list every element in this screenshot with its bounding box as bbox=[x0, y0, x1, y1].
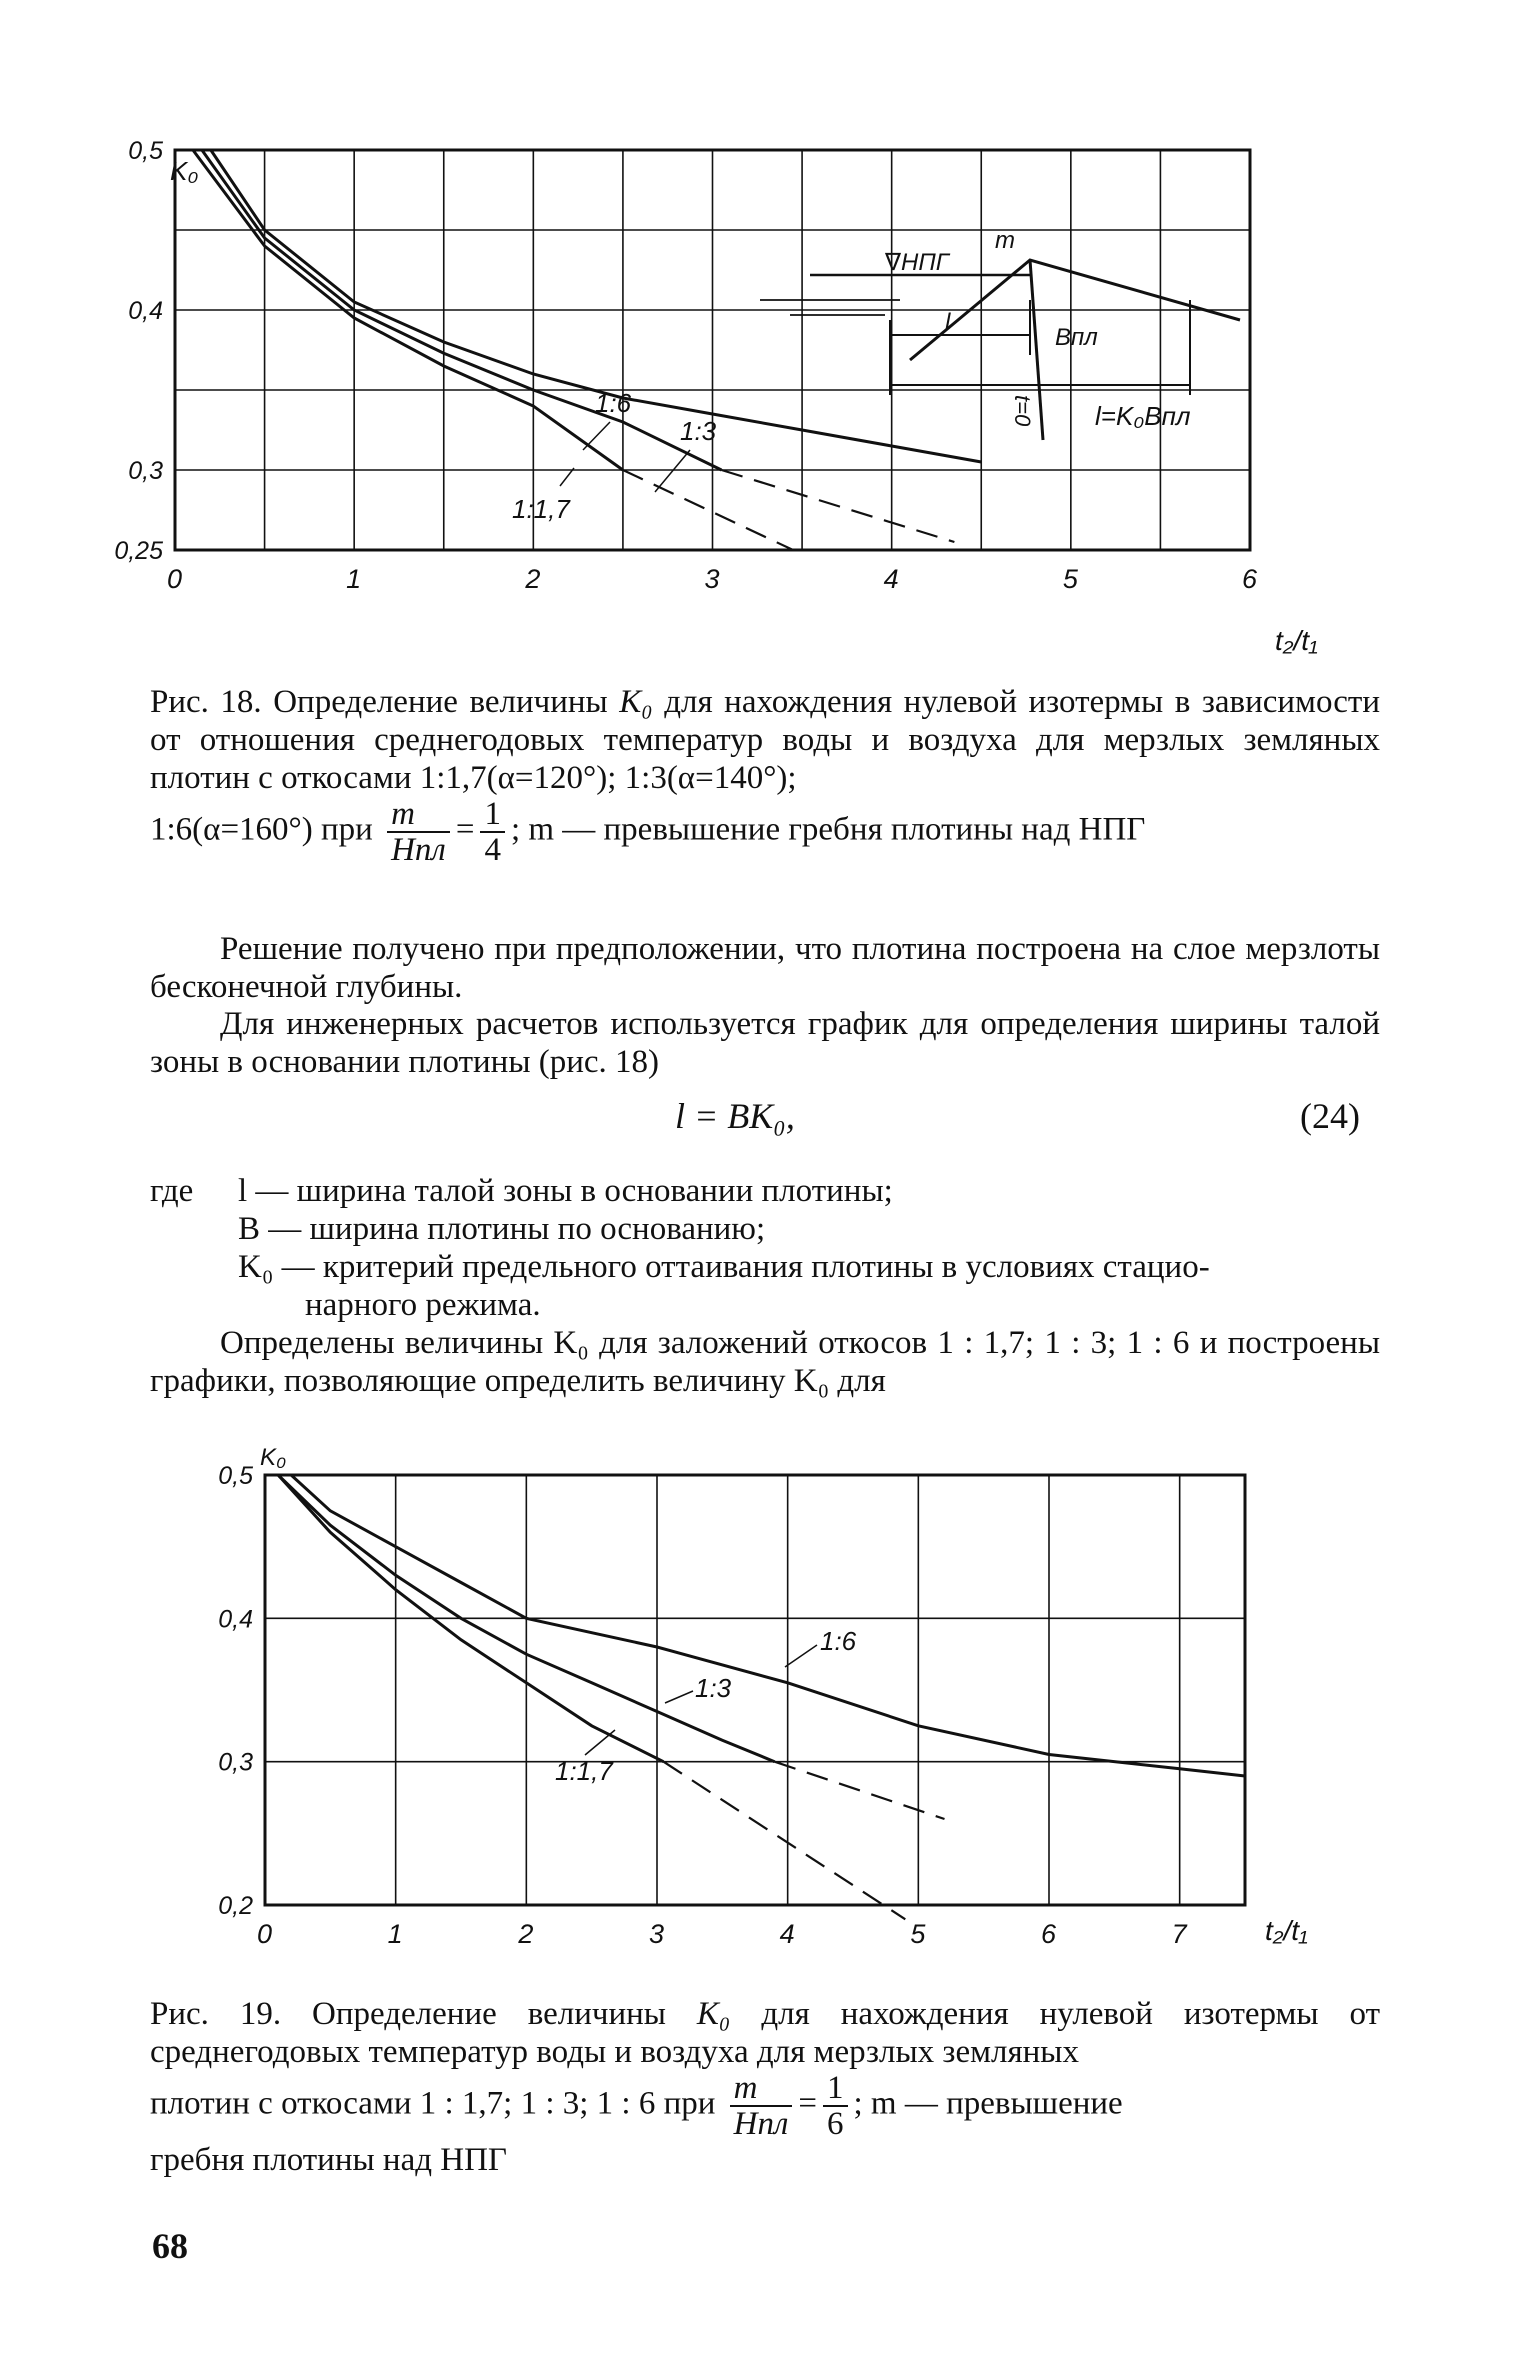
inset-b-label: Bпл bbox=[1055, 324, 1098, 351]
inset-t0-label: t=0 bbox=[1010, 395, 1035, 427]
curve19-label-1-1-7: 1:1,7 bbox=[555, 1756, 613, 1786]
figure-19-caption: Рис. 19. Определение величины K₀ для нахождения нулевой изотермы от среднегодовых температур воды и воздуха для мерзлых земляных плотин с откосами 1 : 1,7; 1 : 3; 1 : 6 при $\frac{m}{\text{Hпл}}$ = $\frac{1}{6}$ ; m — превышение гребня плотины над НПГ bbox=[150, 1996, 1381, 2178]
curve-label-1-6: 1:6 bbox=[595, 388, 632, 418]
figure-18-y-axis-label: K₀ bbox=[170, 156, 199, 186]
curve-label-1-1-7: 1:1,7 bbox=[512, 494, 570, 524]
fraction19-m-over-h: $\frac{m}{\text{Hпл}}$ bbox=[730, 2071, 793, 2141]
fig19-y-tick-label: 0,5 bbox=[218, 1462, 253, 1490]
fig19-x-tick-label: 6 bbox=[1041, 1919, 1057, 1949]
fig18-series-1-dashed bbox=[722, 470, 955, 542]
fig19-series-2-dashed bbox=[664, 1762, 906, 1920]
inset-formula: l=K₀Bпл bbox=[1095, 401, 1191, 431]
figure-18-x-axis-label: t₂/t₁ bbox=[1275, 625, 1318, 656]
curve19-label-1-3: 1:3 bbox=[695, 1673, 732, 1703]
formula-24: l = BK₀, bbox=[675, 1096, 795, 1136]
fig18-x-tick-label: 2 bbox=[525, 564, 541, 594]
figure-19-x-axis-label: t₂/t₁ bbox=[1265, 1915, 1308, 1946]
dam-cross-section-inset bbox=[760, 227, 1240, 440]
fig18-x-tick-label: 1 bbox=[346, 564, 362, 594]
formula-number: (24) bbox=[1300, 1096, 1360, 1136]
fig19-x-tick-label: 0 bbox=[257, 1919, 273, 1949]
figure-18-curves bbox=[193, 150, 981, 550]
curve19-label-1-6: 1:6 bbox=[820, 1626, 857, 1656]
fig18-x-tick-label: 5 bbox=[1062, 564, 1078, 594]
fig19-x-tick-label: 5 bbox=[910, 1919, 926, 1949]
fig18-y-tick-label: 0,5 bbox=[128, 137, 163, 165]
fig18-x-tick-label: 4 bbox=[883, 564, 899, 594]
figure-19-chart bbox=[205, 1435, 1355, 1975]
fig19-x-tick-label: 2 bbox=[518, 1919, 534, 1949]
figure-19-tick-labels bbox=[218, 1462, 1187, 1949]
fig19-series-0-solid bbox=[291, 1475, 1245, 1776]
fig18-x-tick-label: 0 bbox=[167, 564, 183, 594]
figure-18-tick-labels bbox=[114, 137, 1258, 594]
definition-k0: K₀ — критерий предельного оттаивания плотины в условиях стацио- bbox=[238, 1249, 1210, 1285]
figure-19-grid bbox=[265, 1475, 1245, 1905]
definition-k0-cont: нарного режима. bbox=[305, 1287, 541, 1323]
fig19-x-tick-label: 7 bbox=[1171, 1919, 1187, 1949]
page-number: 68 bbox=[152, 2226, 188, 2266]
fig18-x-tick-label: 6 bbox=[1242, 564, 1258, 594]
fig19-x-tick-label: 1 bbox=[387, 1919, 403, 1949]
paragraph-determined: Определены величины K₀ для заложений откосов 1 : 1,7; 1 : 3; 1 : 6 и построены графики, позволяющие определить величину K₀ для bbox=[150, 1325, 1380, 1399]
fraction-m-over-h: $\frac{m}{\text{Hпл}}$ bbox=[387, 797, 450, 867]
figure-19-curves bbox=[278, 1475, 1245, 1919]
figure-18-caption: Рис. 18. Определение величины K₀ для нахождения нулевой изотермы в зависимости от отношения среднегодовых температур воды и воздуха для мерзлых земляных плотин с откосами 1:1,7(α=120°); 1:3(α=140°); 1:6(α=160°) при $\frac{m}{\text{Hпл}}$ = $\frac{1}{4}$ ; m — превышение гребня плотины над НПГ bbox=[150, 684, 1380, 868]
fig19-y-tick-label: 0,2 bbox=[218, 1892, 253, 1920]
fig18-x-tick-label: 3 bbox=[704, 564, 720, 594]
paragraph-engineering: Для инженерных расчетов используется график для определения ширины талой зоны в основании плотины (рис. 18) bbox=[150, 1006, 1380, 1080]
inset-npg-label: ∇НПГ bbox=[885, 249, 949, 276]
inset-m-label: m bbox=[995, 227, 1015, 254]
fig19-y-tick-label: 0,4 bbox=[218, 1605, 253, 1634]
paragraph-solution: Решение получено при предположении, что плотина построена на слое мерзлоты бесконечной глубины. bbox=[150, 931, 1380, 1005]
fig18-y-tick-label: 0,25 bbox=[114, 537, 163, 565]
figure-18-chart bbox=[114, 137, 1350, 680]
definition-l: l — ширина талой зоны в основании плотины; bbox=[238, 1173, 893, 1209]
fraction-one-sixth: $\frac{1}{6}$ bbox=[823, 2071, 848, 2141]
fig18-series-2-dashed bbox=[623, 470, 793, 550]
fraction-one-quarter: $\frac{1}{4}$ bbox=[480, 797, 505, 867]
fig19-frame bbox=[265, 1475, 1245, 1905]
where-label: где bbox=[150, 1173, 194, 1209]
figure-19-y-axis-label: K₀ bbox=[260, 1444, 287, 1471]
fig18-y-tick-label: 0,4 bbox=[128, 297, 163, 325]
curve-label-1-3: 1:3 bbox=[680, 416, 717, 446]
fig19-y-tick-label: 0,3 bbox=[218, 1748, 253, 1777]
definition-b: B — ширина плотины по основанию; bbox=[238, 1211, 766, 1247]
fig19-x-tick-label: 3 bbox=[649, 1919, 665, 1949]
inset-l-label: l bbox=[945, 309, 951, 336]
fig18-y-tick-label: 0,3 bbox=[128, 457, 163, 485]
fig19-x-tick-label: 4 bbox=[779, 1919, 795, 1949]
